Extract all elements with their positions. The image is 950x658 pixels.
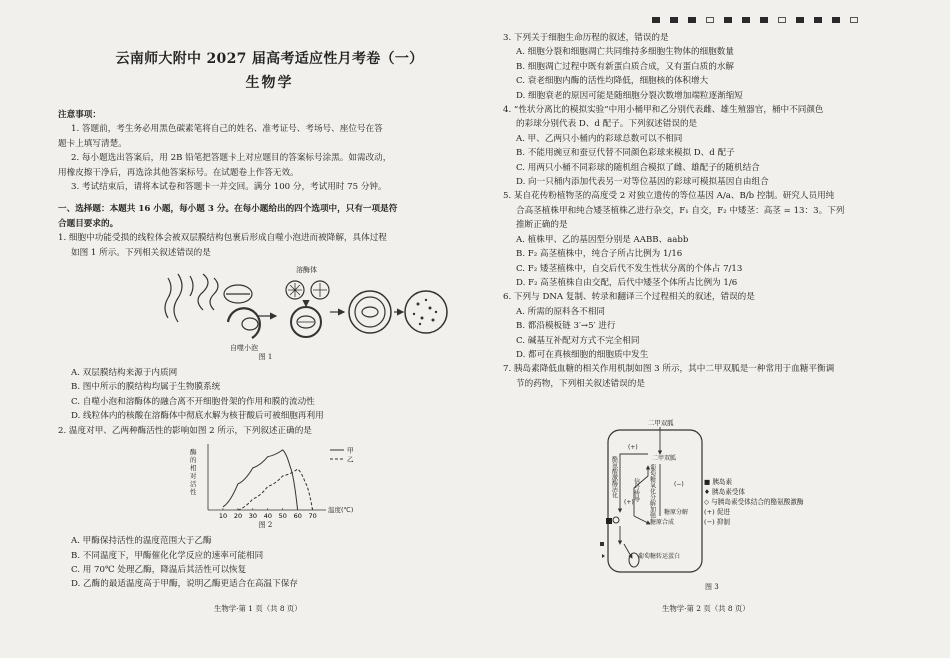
figure-3-caption: 图 3 — [705, 583, 719, 591]
q6-option-b: B. 都沿模板链 3′→5′ 进行 — [516, 321, 616, 332]
section-heading: 合题目要求的。 — [58, 218, 119, 229]
q2-option-d: D. 乙酶的最适温度高于甲酶，说明乙酶更适合在高温下保存 — [71, 579, 298, 590]
q2-option-a: A. 甲酶保持活性的温度范围大于乙酶 — [71, 536, 212, 547]
q3-option-a: A. 细胞分裂和细胞凋亡共同维持多细胞生物体的细胞数量 — [516, 47, 734, 58]
series-line-yi — [238, 469, 313, 510]
label-metformin-inner: 二甲双胍 — [652, 455, 677, 462]
chart-xlabel: 温度(℃) — [328, 506, 354, 515]
q2-stem: 2. 温度对甲、乙两种酶活性的影响如图 2 所示，下列叙述正确的是 — [58, 425, 312, 436]
q3-option-d: D. 细胞衰老的原因可能是随细胞分裂次数增加端粒逐渐缩短 — [516, 90, 743, 101]
x-tick-label: 30 — [248, 512, 258, 521]
figure-1-autophagy — [58, 260, 473, 352]
notice-line: 用橡皮擦干净后，再选涂其他答案标号。在试题卷上作答无效。 — [58, 167, 299, 178]
legend-label: 乙 — [347, 455, 354, 464]
q7-stem: 7. 胰岛素降低血糖的相关作用机制如图 3 所示，其中二甲双胍是一种常用于血糖平衡调 — [503, 364, 835, 375]
q7-stem: 节的药物，下列相关叙述错误的是 — [516, 378, 645, 389]
glucose-marks — [600, 542, 605, 558]
q5-stem: 合高茎植株甲和纯合矮茎植株乙进行杂交，F₁ 自交，F₂ 中矮茎：高茎 = 13：3。下列 — [516, 205, 845, 216]
q1-option-a: A. 双层膜结构来源于内质网 — [71, 368, 178, 379]
q3-option-c: C. 衰老细胞内酶的活性均降低，细胞核的体积增大 — [516, 76, 709, 87]
legend-inhibit: (−) 抑制 — [704, 518, 730, 526]
q4-option-d: D. 向一只桶内添加代表另一对等位基因的彩球可模拟基因自由组合 — [516, 177, 769, 188]
label-lysosome: 溶酶体 — [296, 266, 317, 275]
q4-option-c: C. 用两只小桶不同彩球的随机组合模拟了雌、雄配子的随机结合 — [516, 162, 760, 173]
footer-left: 生物学·第 1 页（共 8 页） — [214, 604, 302, 613]
left-column — [58, 108, 473, 592]
figure-2-caption: 图 2 — [258, 521, 273, 530]
q4-stem: 的彩球分别代表 D、d 配子。下列叙述错误的是 — [516, 119, 698, 130]
x-tick-label: 50 — [278, 512, 287, 521]
figure-1-caption: 图 1 — [258, 353, 273, 362]
chart-ylabel: 酶的相对活性 — [190, 448, 197, 497]
q1-option-c: C. 自噬小泡和溶酶体的融合离不开细胞骨架的作用和膜的流动性 — [71, 396, 315, 407]
section-heading: 一、选择题：本题共 16 小题，每小题 3 分。在每小题给出的四个选项中，只有一项是符 — [58, 204, 398, 215]
q3-stem: 3. 下列关于细胞生命历程的叙述，错误的是 — [503, 33, 669, 43]
q1-stem: 1. 细胞中功能受损的线粒体会被双层膜结构包裹后形成自噬小泡进而被降解，具体过程 — [58, 233, 387, 244]
x-tick-label: 40 — [263, 512, 273, 521]
q1-option-d: D. 线粒体内的核酸在溶酶体中彻底水解为核苷酸后可被细胞再利用 — [71, 411, 324, 422]
label-glucose-oxidation: 葡萄糖氧化分解加强 — [648, 464, 656, 518]
label-plus: (+) — [628, 444, 638, 451]
label-glycogenolysis: 糖原分解 — [664, 509, 689, 516]
scan-marks — [652, 17, 858, 25]
q6-option-a: A. 所需的原料各不相同 — [516, 306, 606, 317]
figure-2-enzyme-chart — [58, 438, 473, 520]
notice-heading: 注意事项： — [58, 110, 101, 120]
q5-option-d: D. F₂ 高茎植株自由交配，后代中矮茎个体所占比例为 1/6 — [516, 277, 738, 288]
notice-line: 2. 每小题选出答案后，用 2B 铅笔把答题卡上对应题目的答案标号涂黑。如需改动， — [71, 153, 392, 164]
label-signal: 信号传导 — [632, 478, 640, 502]
label-transporter: 葡萄糖转运蛋白 — [638, 553, 681, 560]
legend-kinase: ◇ 与胰岛素受体结合的酪氨酸激酶 — [704, 498, 804, 506]
q2-option-b: B. 不同温度下，甲酶催化化学反应的速率可能相同 — [71, 550, 264, 561]
receptor-marker — [613, 517, 619, 523]
q4-option-b: B. 不能用豌豆和蚕豆代替不同颜色彩球来模拟 D、d 配子 — [516, 148, 735, 159]
x-tick-label: 20 — [233, 512, 243, 521]
subject-title: 生物学 — [245, 75, 294, 91]
exam-title: 云南师大附中 2027 届高考适应性月考卷（一） — [115, 51, 424, 67]
figure-3-insulin-mechanism — [590, 416, 710, 592]
x-tick-label: 10 — [218, 512, 228, 521]
q5-option-a: A. 植株甲、乙的基因型分别是 AABB、aabb — [516, 234, 689, 245]
label-kinase: 酪氨酸激酶活化 — [610, 456, 618, 498]
notice-line: 1. 答题前，考生务必用黑色碳素笔将自己的姓名、准考证号、考场号、座位号在答 — [71, 124, 383, 135]
legend-promote: (+) 促进 — [704, 508, 730, 516]
figure-3-legend — [704, 477, 803, 527]
q6-stem: 6. 下列与 DNA 复制、转录和翻译三个过程相关的叙述，错误的是 — [503, 292, 755, 303]
label-autophagosome: 自噬小泡 — [230, 344, 258, 353]
q4-option-a: A. 甲、乙两只小桶内的彩球总数可以不相同 — [516, 133, 683, 144]
q5-stem: 推断正确的是 — [516, 220, 568, 231]
q3-option-b: B. 细胞凋亡过程中既有新蛋白质合成，又有蛋白质的水解 — [516, 61, 735, 72]
x-tick-label: 60 — [293, 512, 302, 521]
legend-receptor: ♦ 胰岛素受体 — [704, 488, 745, 496]
q6-option-d: D. 都可在真核细胞的细胞质中发生 — [516, 349, 649, 360]
x-tick-label: 70 — [308, 512, 317, 521]
q1-option-b: B. 图中所示的膜结构均属于生物膜系统 — [71, 382, 221, 393]
q1-stem: 如图 1 所示。下列相关叙述错误的是 — [71, 247, 211, 258]
label-glycogen-synthesis: 糖原合成 — [650, 519, 675, 526]
q5-option-b: B. F₂ 高茎植株中，纯合子所占比例为 1/16 — [516, 249, 683, 260]
q5-stem: 5. 某自花传粉植物茎的高度受 2 对独立遗传的等位基因 A/a、B/b 控制。研究人员用纯 — [503, 191, 835, 202]
notice-line: 3. 考试结束后，请将本试卷和答题卡一并交回。满分 100 分，考试用时 75 分钟。 — [71, 182, 387, 193]
q4-stem: 4. “性状分离比的模拟实验”中用小桶甲和乙分别代表雌、雄生殖器官，桶中不同颜色 — [503, 105, 824, 116]
insulin-marker — [606, 518, 612, 524]
notice-line: 题卡上填写清楚。 — [58, 138, 127, 149]
right-column — [503, 31, 923, 391]
label-metformin: 二甲双胍 — [648, 419, 674, 427]
q2-option-c: C. 用 70℃ 处理乙酶，降温后其活性可以恢复 — [71, 564, 247, 575]
transporter-marker — [629, 553, 639, 567]
footer-right: 生物学·第 2 页（共 8 页） — [662, 604, 750, 613]
series-line-jia — [223, 450, 298, 510]
label-minus: (−) — [674, 481, 684, 488]
q5-option-c: C. F₂ 矮茎植株中，自交后代不发生性状分离的个体占 7/13 — [516, 263, 743, 274]
label-plus: (+) — [624, 499, 634, 506]
legend-label: 甲 — [347, 446, 354, 455]
q6-option-c: C. 碱基互补配对方式不完全相同 — [516, 335, 640, 346]
legend-insulin: ■ 胰岛素 — [704, 478, 733, 486]
